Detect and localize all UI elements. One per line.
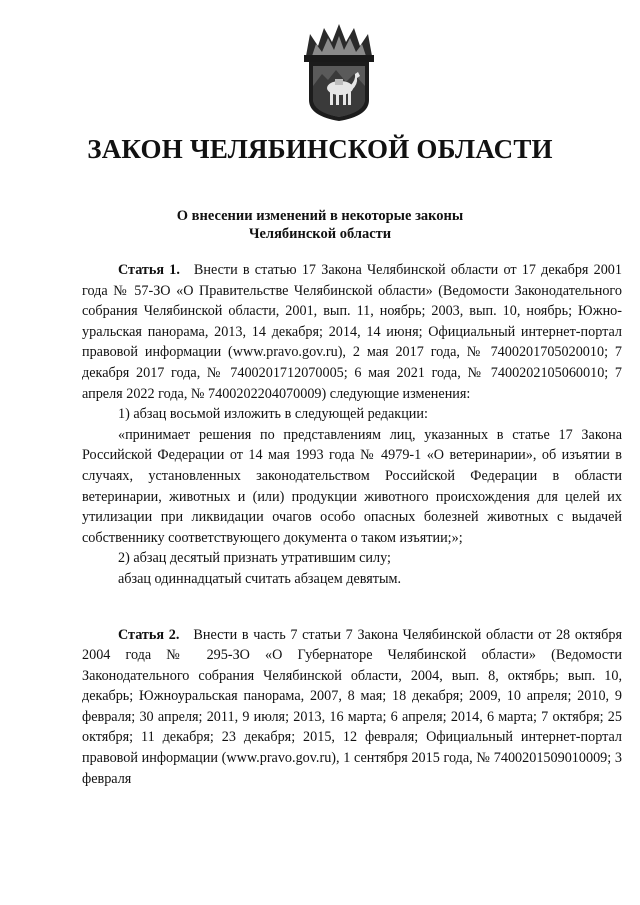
- subtitle-line-1: О внесении изменений в некоторые законы: [176, 208, 464, 224]
- law-title: ЗАКОН ЧЕЛЯБИНСКОЙ ОБЛАСТИ: [87, 134, 553, 164]
- article-1-item-1: 1) абзац восьмой изложить в следующей редакции:: [118, 406, 428, 423]
- article-1-item-3: абзац одиннадцатый считать абзацем девятым.: [118, 570, 402, 587]
- article-2-paragraph: [82, 625, 622, 790]
- article-1-paragraph: [82, 260, 622, 404]
- article-1-quote: «принимает решения по представлениям лиц, указанных в статье 17 Закона Российской Федерации от 14 мая 1993 года № 4979-1 «О ветеринарии», об изъятии в случаях, установленных законодательством Российской Федерации в области ветеринарии, животных и (или) продукции животного происхождения для целей их утилизации при ликвидации очагов особо опасных болезней животных с выдачей собственнику соответствующего документа о таком изъятии;»;: [82, 426, 622, 546]
- article-1-item-2: 2) абзац десятый признать утратившим силу;: [118, 550, 391, 567]
- article-1-label: Статья 1.: [118, 262, 180, 278]
- subtitle-line-2: Челябинской области: [248, 226, 392, 242]
- article-2-text: Внести в часть 7 статьи 7 Закона Челябинской области от 28 октября 2004 года № 295-ЗО «О Губернаторе Челябинской области» (Ведомости Законодательного собрания Челябинской области, 2004, вып. 8, октябрь; вып. 10, декабрь; Южноуральская панорама, 2007, 8 мая; 18 декабря; 2009, 10 апреля; 2010, 9 февраля; 30 апреля; 2011, 9 июля; 2013, 16 марта; 6 апреля; 2014, 6 марта; 7 октября; 25 октября; 11 декабря; 23 декабря; 2015, 12 февраля; Официальный интернет-портал правовой информации (www.pravo.gov.ru), 1 сентября 2015 года, № 7400201509010009; 3 февраля: [82, 626, 622, 787]
- article-2-label: Статья 2.: [118, 626, 180, 643]
- document-body: [82, 260, 622, 789]
- coat-of-arms-icon: [300, 22, 378, 122]
- law-subtitle: [0, 207, 640, 243]
- article-spacer: [82, 590, 622, 625]
- article-1-text: Внести в статью 17 Закона Челябинской области от 17 декабря 2001 года № 57-ЗО «О Правительстве Челябинской области» (Ведомости Законодательного собрания Челябинской области, 2001, вып. 11, ноябрь; 2003, вып. 10, ноябрь; Южно-уральская панорама, 2013, 14 декабря; 2014, 14 июня; Официальный интернет-портал правовой информации (www.pravo.gov.ru), 2 мая 2017 года, № 7400201705020010; 7 декабря 2017 года, № 7400201712070005; 6 мая 2021 года, № 7400202105060010; 7 апреля 2022 года, № 7400202204070009) следующие изменения:: [82, 262, 622, 402]
